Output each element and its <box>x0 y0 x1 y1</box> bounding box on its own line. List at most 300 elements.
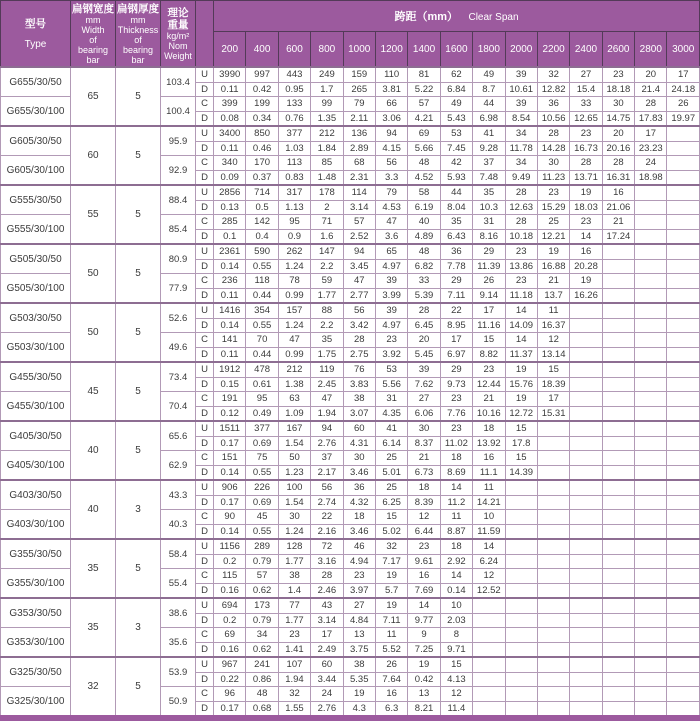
data-cell: 9.28 <box>473 141 505 156</box>
data-cell: 27 <box>570 67 602 82</box>
weight-cell: 88.4 <box>161 185 196 215</box>
data-cell: 3.83 <box>343 377 375 392</box>
data-cell: 2361 <box>214 244 246 259</box>
row-label-cell: D <box>196 436 214 451</box>
width-cell: 55 <box>71 185 116 244</box>
data-cell: 2856 <box>214 185 246 200</box>
data-cell: 0.1 <box>214 229 246 244</box>
data-cell: 0.55 <box>246 318 278 333</box>
data-cell: 7.11 <box>440 288 472 303</box>
data-cell: 5.66 <box>408 141 440 156</box>
weight-cell: 70.4 <box>161 392 196 422</box>
data-cell: 317 <box>278 185 310 200</box>
data-cell: 8.69 <box>440 465 472 480</box>
data-cell: 20 <box>408 333 440 348</box>
data-cell: 15.76 <box>505 377 537 392</box>
data-cell: 4.52 <box>408 170 440 185</box>
data-cell: 53 <box>440 126 472 141</box>
data-cell: 43 <box>311 598 343 613</box>
data-cell: 5.01 <box>375 465 407 480</box>
weight-cell: 49.6 <box>161 333 196 363</box>
data-cell: 16.73 <box>570 141 602 156</box>
data-cell: 34 <box>505 126 537 141</box>
header-line: mm <box>85 14 101 25</box>
data-cell: 170 <box>246 156 278 171</box>
row-label-cell: C <box>196 510 214 525</box>
data-cell <box>602 628 634 643</box>
row-label-cell: C <box>196 274 214 289</box>
data-cell: 6.43 <box>440 229 472 244</box>
type-cell: G505/30/50 <box>1 244 71 274</box>
weight-cell: 50.9 <box>161 687 196 719</box>
data-cell: 33 <box>408 274 440 289</box>
data-cell: 0.42 <box>246 82 278 97</box>
data-cell: 3.46 <box>343 465 375 480</box>
data-cell: 1.41 <box>278 642 310 657</box>
data-cell: 12.52 <box>473 583 505 598</box>
data-cell: 96 <box>214 687 246 702</box>
data-cell: 3.3 <box>375 170 407 185</box>
header-line: kg/m² <box>166 30 190 41</box>
data-cell <box>602 362 634 377</box>
data-cell: 15 <box>537 362 569 377</box>
data-cell: 27 <box>343 598 375 613</box>
data-cell: 0.22 <box>214 672 246 687</box>
data-cell: 23.23 <box>635 141 667 156</box>
data-cell <box>570 465 602 480</box>
data-cell: 167 <box>278 421 310 436</box>
data-cell: 9.61 <box>408 554 440 569</box>
data-cell: 850 <box>246 126 278 141</box>
data-cell <box>602 318 634 333</box>
data-cell: 17 <box>635 126 667 141</box>
data-cell <box>635 524 667 539</box>
data-cell: 20 <box>602 126 634 141</box>
data-cell: 1.03 <box>278 141 310 156</box>
data-cell: 29 <box>440 362 472 377</box>
type-cell: G405/30/100 <box>1 451 71 481</box>
data-cell: 17 <box>667 67 700 82</box>
weight-cell: 58.4 <box>161 539 196 569</box>
type-cell: G605/30/100 <box>1 156 71 186</box>
data-cell: 151 <box>214 451 246 466</box>
row-label-cell: D <box>196 642 214 657</box>
data-cell: 15 <box>505 421 537 436</box>
data-cell: 30 <box>278 510 310 525</box>
data-cell: 4.31 <box>343 436 375 451</box>
data-cell: 77 <box>278 598 310 613</box>
data-cell: 1.09 <box>278 406 310 421</box>
data-cell: 16.37 <box>537 318 569 333</box>
data-cell: 212 <box>311 126 343 141</box>
data-cell <box>537 524 569 539</box>
data-cell: 45 <box>246 510 278 525</box>
data-cell <box>537 451 569 466</box>
span-column-header: 3000 <box>667 32 700 68</box>
data-cell: 3.06 <box>375 111 407 126</box>
data-cell <box>473 701 505 718</box>
table-row <box>1 126 700 141</box>
header-line: bar <box>86 54 100 65</box>
data-cell: 2.52 <box>343 229 375 244</box>
data-cell: 5.02 <box>375 524 407 539</box>
data-cell: 23 <box>278 628 310 643</box>
data-cell <box>537 687 569 702</box>
data-cell: 9.14 <box>473 288 505 303</box>
data-cell: 212 <box>278 362 310 377</box>
data-cell <box>570 569 602 584</box>
data-cell <box>570 539 602 554</box>
data-cell: 17.83 <box>635 111 667 126</box>
data-cell <box>505 613 537 628</box>
data-cell: 2.46 <box>311 583 343 598</box>
data-cell: 906 <box>214 480 246 495</box>
data-cell: 478 <box>246 362 278 377</box>
data-cell: 18 <box>408 480 440 495</box>
data-cell: 3990 <box>214 67 246 82</box>
data-cell: 4.53 <box>375 200 407 215</box>
data-cell: 157 <box>278 303 310 318</box>
data-cell <box>570 333 602 348</box>
row-label-cell: D <box>196 347 214 362</box>
data-cell: 9.49 <box>505 170 537 185</box>
data-cell: 3400 <box>214 126 246 141</box>
data-cell: 142 <box>246 215 278 230</box>
data-cell: 79 <box>343 97 375 112</box>
type-cell: G555/30/50 <box>1 185 71 215</box>
data-cell: 2.2 <box>311 259 343 274</box>
header-line: Weight <box>164 50 192 61</box>
data-cell: 2.77 <box>343 288 375 303</box>
data-cell: 249 <box>311 67 343 82</box>
span-column-header: 1400 <box>408 32 440 68</box>
data-cell: 57 <box>246 569 278 584</box>
data-cell: 8.95 <box>440 318 472 333</box>
data-cell <box>602 510 634 525</box>
data-cell: 2.74 <box>311 495 343 510</box>
data-cell: 0.14 <box>214 259 246 274</box>
data-cell: 11 <box>375 628 407 643</box>
header-row-top <box>1 1 700 32</box>
type-cell: G353/30/100 <box>1 628 71 658</box>
data-cell: 136 <box>343 126 375 141</box>
data-cell <box>570 436 602 451</box>
data-cell: 70 <box>246 333 278 348</box>
row-label-cell: D <box>196 583 214 598</box>
table-header <box>1 1 700 68</box>
span-column-header: 2600 <box>602 32 634 68</box>
data-cell: 39 <box>375 274 407 289</box>
data-cell <box>570 392 602 407</box>
data-cell: 236 <box>214 274 246 289</box>
data-cell: 10 <box>440 598 472 613</box>
data-cell <box>635 495 667 510</box>
data-cell: 7.76 <box>440 406 472 421</box>
data-cell: 12 <box>440 687 472 702</box>
data-cell: 967 <box>214 657 246 672</box>
data-cell <box>570 628 602 643</box>
data-cell: 90 <box>214 510 246 525</box>
data-cell: 1.54 <box>278 436 310 451</box>
data-cell: 10 <box>473 510 505 525</box>
data-cell <box>667 480 700 495</box>
data-cell <box>635 510 667 525</box>
data-cell: 8 <box>440 628 472 643</box>
table-row <box>1 185 700 200</box>
data-cell <box>537 465 569 480</box>
data-cell: 2.03 <box>440 613 472 628</box>
data-cell <box>602 613 634 628</box>
data-cell: 12 <box>537 333 569 348</box>
data-cell <box>667 436 700 451</box>
data-cell: 19 <box>570 185 602 200</box>
type-cell: G325/30/100 <box>1 687 71 719</box>
row-label-cell: D <box>196 524 214 539</box>
data-cell <box>505 554 537 569</box>
weight-header-en <box>161 31 195 61</box>
data-cell: 94 <box>375 126 407 141</box>
data-cell: 18.18 <box>602 82 634 97</box>
data-cell <box>505 598 537 613</box>
data-cell: 115 <box>214 569 246 584</box>
data-cell: 0.08 <box>214 111 246 126</box>
data-cell: 22 <box>311 510 343 525</box>
data-cell: 13.92 <box>473 436 505 451</box>
data-cell: 23 <box>537 185 569 200</box>
data-cell: 2.75 <box>343 347 375 362</box>
data-cell <box>570 510 602 525</box>
data-cell: 20.16 <box>602 141 634 156</box>
data-cell: 8.54 <box>505 111 537 126</box>
weight-cell: 53.9 <box>161 657 196 687</box>
data-cell: 0.13 <box>214 200 246 215</box>
data-cell <box>635 185 667 200</box>
weight-cell: 95.9 <box>161 126 196 156</box>
data-cell: 3.42 <box>343 318 375 333</box>
data-cell: 6.06 <box>408 406 440 421</box>
data-cell: 199 <box>246 97 278 112</box>
data-cell <box>570 421 602 436</box>
data-cell: 5.22 <box>408 82 440 97</box>
data-cell: 0.14 <box>214 524 246 539</box>
data-cell <box>570 657 602 672</box>
data-cell: 28 <box>408 303 440 318</box>
span-column-header: 2800 <box>635 32 667 68</box>
data-cell: 12.82 <box>537 82 569 97</box>
data-cell <box>537 657 569 672</box>
width-cell: 35 <box>71 539 116 598</box>
data-cell <box>667 613 700 628</box>
width-header-zh: 扁钢宽度 <box>72 2 114 15</box>
data-cell: 11.2 <box>440 495 472 510</box>
data-cell: 1.94 <box>311 406 343 421</box>
data-cell <box>635 392 667 407</box>
data-cell: 0.09 <box>214 170 246 185</box>
data-cell: 0.14 <box>440 583 472 598</box>
data-cell: 1.75 <box>311 347 343 362</box>
row-label-cell: D <box>196 465 214 480</box>
data-cell <box>602 421 634 436</box>
data-cell: 24 <box>311 687 343 702</box>
row-label-cell: C <box>196 687 214 702</box>
row-label-cell: D <box>196 82 214 97</box>
data-cell: 4.97 <box>375 318 407 333</box>
data-cell <box>635 436 667 451</box>
data-cell: 47 <box>278 333 310 348</box>
data-cell: 15 <box>375 510 407 525</box>
width-cell: 50 <box>71 303 116 362</box>
data-cell: 11.59 <box>473 524 505 539</box>
data-cell: 4.3 <box>343 701 375 718</box>
data-cell: 2.49 <box>311 642 343 657</box>
type-cell: G455/30/100 <box>1 392 71 422</box>
data-cell: 3.99 <box>375 288 407 303</box>
data-cell: 443 <box>278 67 310 82</box>
data-cell <box>667 274 700 289</box>
data-cell <box>602 259 634 274</box>
data-cell: 8.39 <box>408 495 440 510</box>
data-cell: 41 <box>375 421 407 436</box>
data-cell <box>537 598 569 613</box>
data-cell: 8.82 <box>473 347 505 362</box>
data-cell <box>635 539 667 554</box>
data-cell: 56 <box>311 480 343 495</box>
data-cell <box>667 259 700 274</box>
data-cell <box>667 141 700 156</box>
data-cell: 3.16 <box>311 554 343 569</box>
span-column-header: 2200 <box>537 32 569 68</box>
data-cell <box>602 657 634 672</box>
data-cell: 21 <box>408 451 440 466</box>
data-cell: 12.21 <box>537 229 569 244</box>
data-cell: 1.94 <box>278 672 310 687</box>
type-header-en: Type <box>24 38 47 50</box>
data-cell <box>667 672 700 687</box>
data-cell: 5.7 <box>375 583 407 598</box>
data-cell <box>473 613 505 628</box>
data-cell: 85 <box>311 156 343 171</box>
data-cell <box>667 347 700 362</box>
data-cell: 1.7 <box>311 82 343 97</box>
data-cell <box>473 598 505 613</box>
data-cell: 10.56 <box>537 111 569 126</box>
table-body <box>1 67 700 718</box>
data-cell: 0.68 <box>246 701 278 718</box>
data-cell: 141 <box>214 333 246 348</box>
data-cell: 100 <box>278 480 310 495</box>
data-cell <box>505 583 537 598</box>
data-cell: 19 <box>408 657 440 672</box>
weight-cell: 35.6 <box>161 628 196 658</box>
data-cell: 11.78 <box>505 141 537 156</box>
data-cell: 12.72 <box>505 406 537 421</box>
data-cell: 7.69 <box>408 583 440 598</box>
data-cell <box>635 465 667 480</box>
data-cell: 13.7 <box>537 288 569 303</box>
data-cell <box>667 539 700 554</box>
data-cell: 3.14 <box>311 613 343 628</box>
data-cell: 44 <box>473 97 505 112</box>
data-cell: 18.39 <box>537 377 569 392</box>
data-cell: 24 <box>635 156 667 171</box>
data-cell: 128 <box>278 539 310 554</box>
span-column-header: 2000 <box>505 32 537 68</box>
data-cell: 6.3 <box>375 701 407 718</box>
data-cell: 241 <box>246 657 278 672</box>
data-cell: 285 <box>214 215 246 230</box>
span-column-header: 1000 <box>343 32 375 68</box>
data-cell: 63 <box>278 392 310 407</box>
data-cell: 16 <box>375 687 407 702</box>
data-cell: 28 <box>343 333 375 348</box>
weight-cell: 85.4 <box>161 215 196 245</box>
data-cell <box>635 701 667 718</box>
data-cell: 23 <box>343 569 375 584</box>
data-cell <box>602 495 634 510</box>
weight-cell: 62.9 <box>161 451 196 481</box>
data-cell: 28 <box>311 569 343 584</box>
data-cell <box>473 672 505 687</box>
data-cell: 10.16 <box>473 406 505 421</box>
weight-cell: 100.4 <box>161 97 196 127</box>
data-cell: 13.71 <box>570 170 602 185</box>
data-cell <box>570 451 602 466</box>
data-cell: 9.77 <box>408 613 440 628</box>
data-cell: 7.64 <box>375 672 407 687</box>
header-line: Nom <box>168 40 188 51</box>
data-cell: 53 <box>375 362 407 377</box>
data-cell: 11.4 <box>440 701 472 718</box>
data-cell: 21 <box>602 215 634 230</box>
data-cell: 30 <box>537 156 569 171</box>
thickness-cell: 5 <box>116 657 161 718</box>
data-cell <box>667 333 700 348</box>
data-cell: 18.03 <box>570 200 602 215</box>
data-cell: 1416 <box>214 303 246 318</box>
data-cell: 2.17 <box>311 465 343 480</box>
thickness-cell: 5 <box>116 539 161 598</box>
span-column-header: 600 <box>278 32 310 68</box>
data-cell: 2.45 <box>311 377 343 392</box>
data-cell <box>570 672 602 687</box>
data-cell <box>505 701 537 718</box>
data-cell: 0.79 <box>246 554 278 569</box>
row-label-cell: C <box>196 156 214 171</box>
data-cell: 399 <box>214 97 246 112</box>
data-cell: 48 <box>408 244 440 259</box>
data-cell <box>570 362 602 377</box>
data-cell: 15.29 <box>537 200 569 215</box>
data-cell: 2.76 <box>311 436 343 451</box>
data-cell: 16 <box>473 451 505 466</box>
header-line: bearing <box>122 44 154 55</box>
data-cell <box>667 598 700 613</box>
row-label-cell: U <box>196 539 214 554</box>
data-cell: 21 <box>537 274 569 289</box>
data-cell <box>602 554 634 569</box>
row-label-cell: U <box>196 126 214 141</box>
type-column-header <box>1 1 71 68</box>
data-cell <box>635 642 667 657</box>
row-label-cell: C <box>196 333 214 348</box>
table-row <box>1 657 700 672</box>
table-row <box>1 421 700 436</box>
data-cell: 88 <box>311 303 343 318</box>
data-cell: 28 <box>635 97 667 112</box>
data-cell <box>635 421 667 436</box>
data-cell <box>635 406 667 421</box>
data-cell: 3.81 <box>375 82 407 97</box>
